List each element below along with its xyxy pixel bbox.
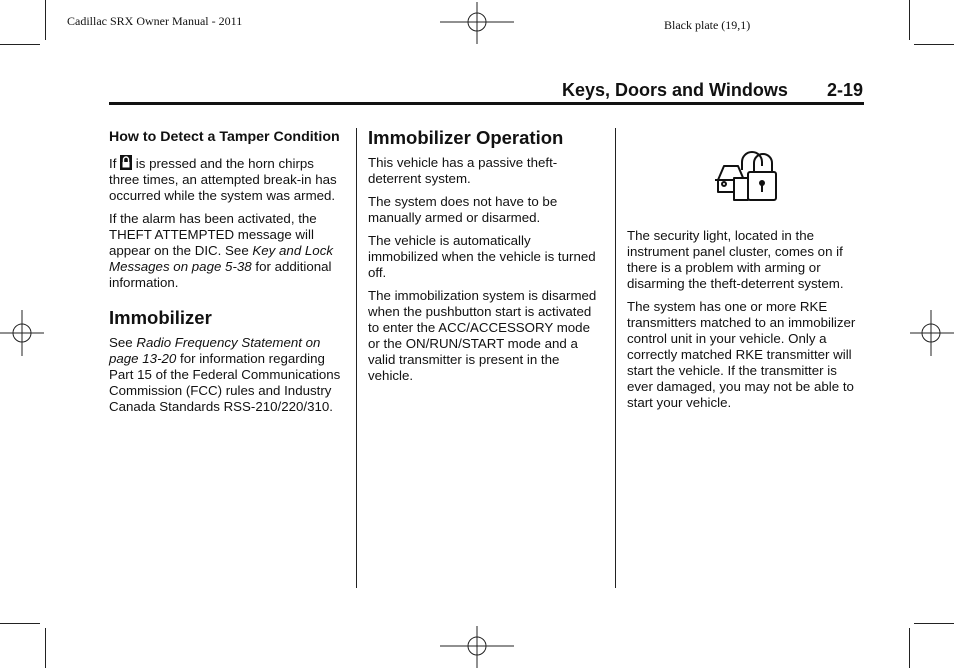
immobilizer-paragraph bbox=[109, 335, 347, 415]
registration-mark-right bbox=[910, 310, 954, 356]
text-run: If the alarm has been activated, the THEFT ATTEMPTED message will appear on the DIC. See bbox=[109, 211, 317, 258]
plate-label: Black plate (19,1) bbox=[664, 18, 751, 32]
text-run: is pressed and the horn chirps three times, an attempted break-in has occurred while the system was armed. bbox=[109, 156, 337, 203]
operation-paragraph-1: This vehicle has a passive theft-deterrent system. bbox=[368, 155, 558, 186]
registration-mark-top bbox=[440, 2, 514, 46]
cross-reference: Radio Frequency Statement on page 13-20 bbox=[109, 335, 321, 366]
immobilizer-heading: Immobilizer bbox=[109, 307, 212, 328]
tamper-heading: How to Detect a Tamper Condition bbox=[109, 129, 340, 145]
crop-mark bbox=[0, 623, 40, 624]
column-2 bbox=[368, 127, 604, 391]
text-run: for additional information. bbox=[109, 259, 332, 290]
section-title: Keys, Doors and Windows bbox=[562, 80, 788, 100]
crop-mark bbox=[45, 628, 46, 668]
operation-paragraph-4: The immobilization system is disarmed when the pushbutton start is activated to enter the ACC/ACCESSORY mode or the ON/RUN/START mode and a valid transmitter is present in the vehicle. bbox=[368, 288, 597, 383]
security-paragraph-1: The security light, located in the instrument panel cluster, comes on if there is a problem with arming or disarming the theft-deterrent system. bbox=[627, 228, 844, 291]
crop-mark bbox=[0, 44, 40, 45]
cross-reference: Key and Lock Messages on page 5-38 bbox=[109, 243, 333, 274]
operation-paragraph-2: The system does not have to be manually armed or disarmed. bbox=[368, 194, 558, 225]
column-3 bbox=[627, 228, 859, 418]
text-run: for information regarding Part 15 of the Federal Communications Commission (FCC) rules and Industry Canada Standards RSS-210/220/310. bbox=[109, 351, 341, 414]
security-paragraph-2: The system has one or more RKE transmitters matched to an immobilizer control unit in your vehicle. Only a correctly matched RKE transmitter will start the vehicle. If the transmitter is ever damaged, you may not be able to start your vehicle. bbox=[627, 299, 856, 410]
text-run: If bbox=[109, 156, 117, 171]
tamper-paragraph-2 bbox=[109, 211, 347, 291]
column-divider bbox=[615, 128, 616, 588]
registration-mark-left bbox=[0, 310, 44, 356]
text-run: See bbox=[109, 335, 133, 350]
page-number: 2-19 bbox=[827, 80, 864, 100]
header-rule bbox=[109, 102, 864, 105]
lock-button-icon bbox=[120, 155, 132, 170]
column-1 bbox=[109, 128, 347, 422]
tamper-paragraph-1 bbox=[109, 155, 347, 204]
crop-mark bbox=[909, 0, 910, 40]
crop-mark bbox=[45, 0, 46, 40]
registration-mark-bottom bbox=[440, 624, 514, 668]
manual-title: Cadillac SRX Owner Manual - 2011 bbox=[67, 14, 243, 28]
operation-paragraph-3: The vehicle is automatically immobilized when the vehicle is turned off. bbox=[368, 233, 596, 280]
crop-mark bbox=[914, 44, 954, 45]
column-divider bbox=[356, 128, 357, 588]
crop-mark bbox=[909, 628, 910, 668]
immobilizer-operation-heading: Immobilizer Operation bbox=[368, 127, 564, 148]
security-light-icon bbox=[712, 148, 780, 204]
crop-mark bbox=[914, 623, 954, 624]
